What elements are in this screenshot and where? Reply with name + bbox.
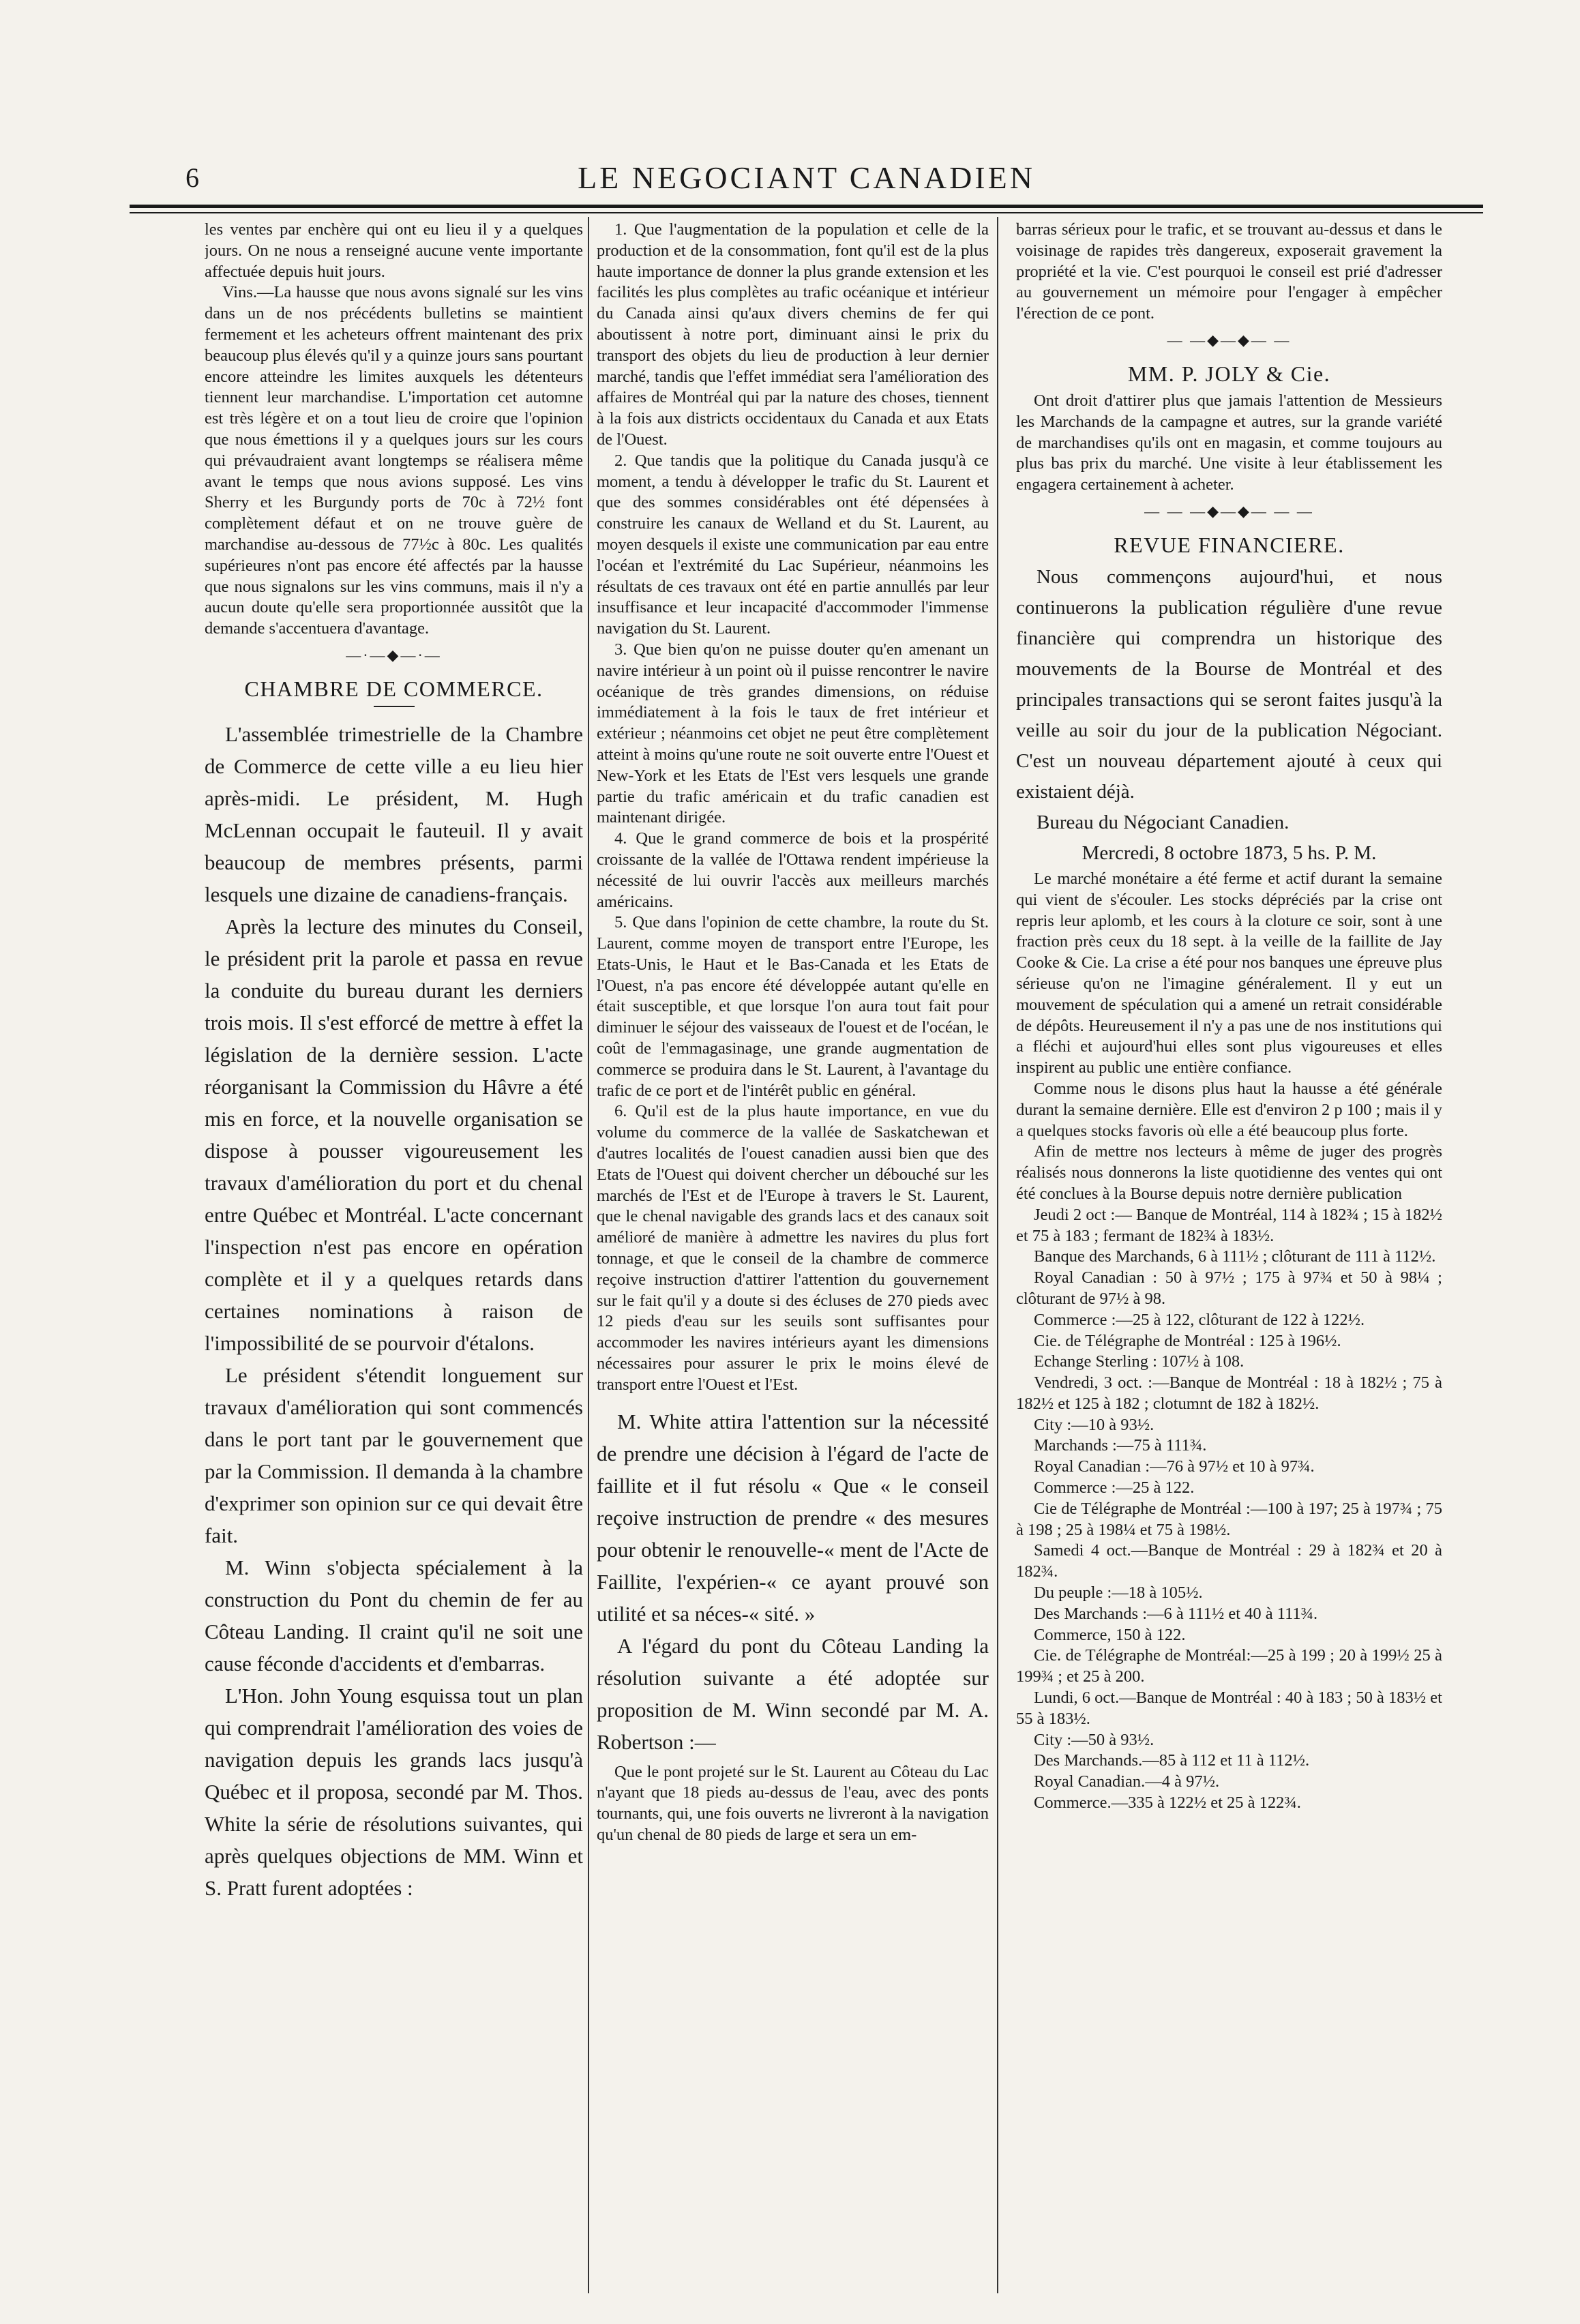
market-paragraph: Afin de mettre nos lecteurs à même de juger des progrès réalisés nous donnerons la liste quotidienne des ventes qui ont été conclues à la Bourse depuis notre dernière publication [1016,1142,1442,1203]
newspaper-title: LE NEGOCIANT CANADIEN [578,160,1035,195]
sale-entry: Lundi, 6 oct.—Banque de Montréal : 40 à 183 ; 50 à 183½ et 55 à 183½. [1016,1688,1442,1728]
article-paragraph: L'Hon. John Young esquissa tout un plan qui comprendrait l'amélioration des voies de navigation depuis les grands lacs jusqu'à Québec et il proposa, secondé par M. Thos. White la série de résolutions suivantes, qui après quelques objections de MM. Winn et S. Pratt furent adoptées : [205,1683,583,1900]
pont-resolution: Que le pont projeté sur le St. Laurent au Côteau du Lac n'ayant que 18 pieds au-dessus de l'eau, avec des ponts tournants, qui, une fois ouverts ne livreront à la navigation qu'un chenal de 80 pieds de large et sera un em- [597,1762,989,1845]
vins-paragraph: Vins.—La hausse que nous avons signalé sur les vins dans un de nos précédents bulletins se maintient fermement et les acheteurs offrent maintenant des prix beaucoup plus élevés qu'il y a quinze jours sans pourtant encore atteindre les limites auxquels les détenteurs tiennent leur marchandise. L'importation cet automne est très légère et on a tout lieu de croire que l'opinion que nous émettions il y a quelques jours sur les cours qui prévaudraient avant longtemps se réalisera même avant le temps que nous avions supposé. Les vins Sherry et les Burgundy ports de 70c à 72½ font complètement défaut et on ne trouve guère de marchandise au-dessous de 77½c à 80c. Les qualités supérieures n'ont pas encore été affectés par la hausse que nous signalons sur les vins communs, mais il n'y a aucun doute qu'elle sera proportionnée aussitôt que la demande s'accentuera d'avantage. [205,283,583,638]
header-rule-thin [130,212,1483,213]
sale-entry: Cie. de Télégraphe de Montréal : 125 à 196½. [1034,1331,1341,1350]
header-rule-thick [130,205,1483,208]
article-paragraph: Le président s'étendit longuement sur travaux d'amélioration qui sont commencés dans le port tant par le gouvernement que par la Commission. Il demanda à la chambre d'exprimer son opinion sur ce qui devait être fait. [205,1362,583,1547]
bureau-line: Bureau du Négociant Canadien. [1037,811,1290,833]
market-paragraph: Comme nous le disons plus haut la hausse a été générale durant la semaine dernière. Elle est d'environ 2 p 100 ; mais il y a quelques stocks favoris où elle a été beaucoup plus forte. [1016,1079,1442,1140]
page-header [130,161,1483,205]
resolution-4: 4. Que le grand commerce de bois et la prospérité croissante de la vallée de l'Ottawa rendent impérieuse la nécessité de lui ouvrir l'accès aux meilleurs marchés américains. [597,829,989,911]
dateline: Mercredi, 8 octobre 1873, 5 hs. P. M. [1082,841,1377,864]
intro-paragraph: les ventes par enchère qui ont eu lieu il y a quelques jours. On ne nous a renseigné aucune vente importante affectuée depuis huit jours. [205,220,583,281]
revue-financiere-title: REVUE FINANCIERE. [1114,532,1345,557]
sale-entry: Marchands :—75 à 111¾. [1034,1436,1207,1455]
article-paragraph: Après la lecture des minutes du Conseil, le président prit la parole et passa en revue la conduite du bureau durant les derniers trois mois. Il s'est efforcé de mettre à effet la législation de la dernière session. L'acte réorganisant la Commission du Hâvre a été mis en force, et la nouvelle organisation se dispose à pousser vigoureusement les travaux d'amélioration du port et du chenal entre Québec et Montréal. L'acte concernant l'inspection n'est pas encore en opération complète et il y a quelques retards dans certaines nominations à raison de l'impossibilité de se pourvoir d'étalons. [205,914,583,1355]
sale-entry: Des Marchands :—6 à 111½ et 40 à 111¾. [1034,1604,1318,1623]
resolution-5: 5. Que dans l'opinion de cette chambre, la route du St. Laurent, comme moyen de transport entre l'Europe, les Etats-Unis, le Haut et le Bas-Canada et les Etats de l'Ouest, n'a pas encore été développée autant qu'elle en était susceptible, et que lorsque l'on aura tout fait pour diminuer le séjour des vaisseaux de l'ouest et de l'océan, le coût de l'emmagasinage, une grande augmentation de commerce se produira dans le St. Laurent, à l'avantage du trafic de ce port et de l'intérêt public en général. [597,913,989,1100]
sale-entry: Royal Canadian :—76 à 97½ et 10 à 97¾. [1034,1457,1315,1476]
white-paragraph: M. White attira l'attention sur la nécessité de prendre une décision à l'égard de l'acte de faillite et il fut résolu « Que « le conseil reçoive instruction de prendre « des mesures pour obtenir le renouvelle-« ment de l'Acte de Faillite, l'expérien-« ce ayant prouvé son utilité et sa néces-« sité. » [597,1409,989,1626]
continuation-paragraph: barras sérieux pour le trafic, et se trouvant au-dessus et dans le voisinage de rapides très dangereux, exposerait gravement la propriété et la vie. C'est pourquoi le conseil est prié d'adresser au gouvernement un mémoire pour l'engager à empêcher l'érection de ce pont. [1016,220,1442,323]
separator-ornament: —·—◆—·— [346,646,442,664]
chambre-commerce-title: CHAMBRE DE COMMERCE. [244,676,543,701]
sale-entry: City :—50 à 93½. [1034,1730,1154,1749]
column-1 [205,220,583,2299]
title-rule [374,706,415,707]
sale-entry: City :—10 à 93½. [1034,1415,1154,1434]
article-paragraph: M. Winn s'objecta spécialement à la construction du Pont du chemin de fer au Côteau Landing. Il craint qu'il ne soit une cause féconde d'accidents et d'embarras. [205,1555,583,1675]
sale-entry: Du peuple :—18 à 105½. [1034,1583,1203,1603]
resolution-3: 3. Que bien qu'on ne puisse douter qu'en amenant un navire intérieur à un point où il puisse rencontrer le navire océanique de très grandes dimensions, on réduise immédiatement à la fois le taux de fret intérieur et extérieur ; néanmoins cet objet ne peut être complètement atteint à moins qu'une route ne soit ouverte entre l'Ouest et New-York et les Etats de l'Est vers lesquels une grande partie du trafic américain et du trafic canadien est maintenant dirigée. [597,640,989,827]
separator-ornament: — — —◆—◆— — — [1144,502,1314,520]
sale-entry: Samedi 4 oct.—Banque de Montréal : 29 à 182¾ et 20 à 182¾. [1016,1541,1442,1581]
column-3 [1016,220,1442,2299]
resolution-6: 6. Qu'il est de la plus haute importance, en vue du volume du commerce de la vallée de Saskatchewan et d'autres localités de l'ouest canadien aussi bien que des Etats de l'Ouest qui doivent chercher un débouché sur les marchés de l'Est et de l'Europe à travers le St. Laurent, que le chenal navigable des grands lacs et des canaux soit amélioré de manière à admettre les navires du plus fort tonnage, et que le conseil de la chambre de commerce reçoive instruction d'attirer l'attention du gouvernement sur le fait qu'il y a doute si des écluses de 270 pieds avec 12 pieds d'eau sur les seuils sont suffisantes pour accommoder les navires intérieurs ayant les dimensions nécessaires pour assurer le prix le moins élevé de transport entre l'Ouest et l'Est. [597,1102,989,1394]
article-paragraph: L'assemblée trimestrielle de la Chambre de Commerce de cette ville a eu lieu hier après-midi. Le président, M. Hugh McLennan occupait le fauteuil. Il y avait beaucoup de membres présents, parmi lesquels une dizaine de canadiens-français. [205,721,583,906]
sale-entry: Commerce :—25 à 122. [1034,1478,1195,1498]
sale-entry: Cie. de Télégraphe de Montréal:—25 à 199 ; 20 à 199½ 25 à 199¾ ; et 25 à 200. [1016,1646,1442,1686]
sale-entry: Cie de Télégraphe de Montréal :—100 à 197; 25 à 197¾ ; 75 à 198 ; 25 à 198¼ et 75 à 198½. [1016,1499,1442,1539]
joly-title: MM. P. JOLY & Cie. [1127,361,1331,386]
separator-ornament: — —◆—◆— — [1167,331,1292,348]
sale-entry: Jeudi 2 oct :— Banque de Montréal, 114 à 182¾ ; 15 à 182½ et 75 à 183 ; fermant de 182¾ à 183½. [1016,1205,1442,1245]
sale-entry: Echange Sterling : 107½ à 108. [1034,1352,1244,1371]
sale-entry: Royal Canadian : 50 à 97½ ; 175 à 97¾ et 50 à 98¼ ; clôturant de 97½ à 98. [1016,1268,1442,1308]
sale-entry: Royal Canadian.—4 à 97½. [1034,1772,1220,1791]
column-divider-2 [997,217,998,2293]
page-number: 6 [185,162,199,193]
sale-entry: Commerce.—335 à 122½ et 25 à 122¾. [1034,1793,1301,1813]
resolution-2: 2. Que tandis que la politique du Canada jusqu'à ce moment, a tendu à développer le trafic du St. Laurent et que des sommes considérables ont été dépensées à construire les canaux de Welland et du St. Laurent, au moyen desquels il existe une communication par eau entre l'océan et l'extrémité du Lac Supérieur, néanmoins les résultats de ces travaux ont été en partie annullés par leur insuffisance et leur incapacité d'accommoder l'immense navigation du St. Laurent. [597,451,989,638]
column-2 [597,220,989,2299]
revue-intro-paragraph: Nous commençons aujourd'hui, et nous continuerons la publication régulière d'une revue financière qui comprendra un historique des mouvements de la Bourse de Montréal et des principales transactions qui se seront faites jusqu'à la veille au soir du jour de la publication Négociant. C'est un nouveau département ajouté à ceux qui existaient déjà. [1016,565,1442,803]
sale-entry: Banque des Marchands, 6 à 111½ ; clôturant de 111 à 112½. [1034,1247,1436,1266]
market-paragraph: Le marché monétaire a été ferme et actif durant la semaine qui vient de s'écouler. Les stocks dépréciés par la crise ont repris leur aplomb, et les cours à la cloture ce soir, sont à une fraction près ceux du 18 sept. à la veille de la faillite de Jay Cooke & Cie. La crise a été pour nos banques une épreuve plus sérieuse qu'on ne l'imagine généralement. Il y eut un mouvement de spéculation qui a amené un retrait considérable de dépôts. Heureusement il n'y a pas une de nos institutions qui a fléchi et aujourd'hui elles sont plus vigoureuses et elles inspirent au public une entière confiance. [1016,869,1442,1077]
sale-entry: Vendredi, 3 oct. :—Banque de Montréal : 18 à 182½ ; 75 à 182½ et 125 à 182 ; clotumnt de 182 à 182½. [1016,1373,1442,1413]
sale-entry: Commerce, 150 à 122. [1034,1625,1186,1644]
joly-paragraph: Ont droit d'attirer plus que jamais l'attention de Messieurs les Marchands de la campagne et autres, sur la grande variété de marchandises qu'ils ont en magasin, et comme toujours au plus bas prix du marché. Une visite à leur établissement les engagera certainement à acheter. [1016,391,1442,494]
resolution-1: 1. Que l'augmentation de la population et celle de la production et de la consommation, font qu'il est de la plus haute importance de donner la plus grande extension et les facilités les plus complètes au trafic océanique et intérieur du Canada ainsi qu'aux divers chemins de fer qui aboutissent à notre port, diminuant ainsi le prix du transport des objets du lieu de production à leur dernier marché, tandis que l'effet immédiat sera l'amélioration des affaires de Montréal qui par la nature des choses, tiennent à la fois aux districts occidentaux du Canada et aux Etats de l'Ouest. [597,220,989,449]
sale-entry: Commerce :—25 à 122, clôturant de 122 à 122½. [1034,1310,1365,1329]
column-divider-1 [588,217,589,2293]
coteau-paragraph: A l'égard du pont du Côteau Landing la résolution suivante a été adoptée sur proposition de M. Winn secondé par M. A. Robertson :— [597,1633,989,1754]
sale-entry: Des Marchands.—85 à 112 et 11 à 112½. [1034,1751,1310,1770]
